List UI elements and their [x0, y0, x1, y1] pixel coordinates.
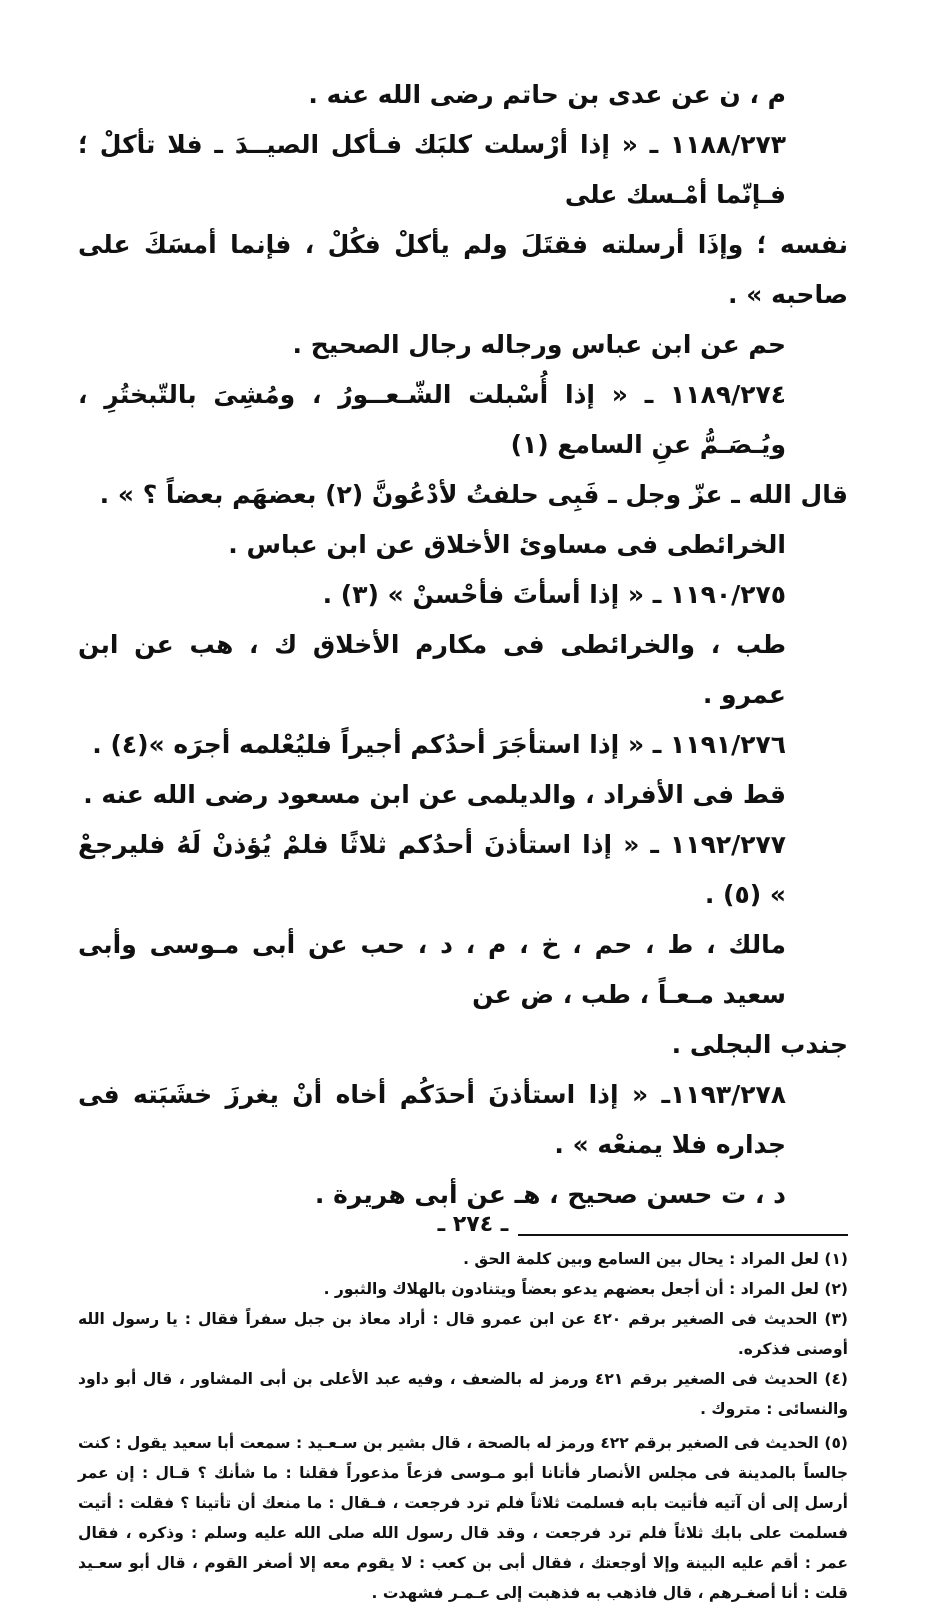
hadith-line: ١١٩٢/٢٧٧ ـ « إذا استأذنَ أحدُكم ثلاثًا فلمْ يُؤذنْ لَهُ فليرجعْ » (٥) .	[78, 830, 786, 909]
hadith-line: ١١٨٨/٢٧٣ ـ « إذا أرْسلت كلبَك فـأكل الصيــدَ ـ فلا تأكلْ ؛ فـإنّما أمْـسك على	[78, 130, 786, 209]
footnote-5: (٥) الحديث فى الصغير برقم ٤٢٢ ورمز له بالصحة ، قال بشير بن سـعـيد : سمعت أبا سعيد يقول : كنت جالساً بالمدينة فى مجلس الأنصار فأتانا أبو مـوسى فزعاً مذعوراً فقلنا : ما شأنك ؟ قـال : إن عمر أرسل إلى أن آتيه فأتيت بابه فسلمت ثلاثاً فلم ترد فرجعت ، فـقال : ما منعك أن تأتينا ؟ فقلت : أتيت فسلمت على بابك ثلاثاً فلم ترد فرجعت ، وقد قال رسول الله صلى الله عليه وسلم : وذكره ، فقال عمر : أقم عليه البينة وإلا أوجعتك ، فقال أبى بن كعب : لا يقوم معه إلا أصغر القوم ، قال أبو سعـيد قلت : أنا أصغـرهم ، قال فاذهب به فذهبت إلى عـمـر فشهدت .	[78, 1434, 848, 1602]
hadith-line: ١١٩١/٢٧٦ ـ « إذا استأجَرَ أحدُكم أجيراً فليُعْلمه أجرَه »(٤) .	[92, 730, 786, 759]
hadith-text-block	[78, 70, 848, 1220]
source-line: قط فى الأفراد ، والديلمى عن ابن مسعود رضى الله عنه .	[83, 780, 786, 809]
source-line: جندب البجلى .	[671, 1030, 848, 1059]
hadith-line: قال الله ـ عزّ وجل ـ فَبِى حلفتُ لأدْعُونَّ (٢) بعضهَم بعضاً ؟ » .	[99, 480, 848, 509]
source-line: الخرائطى فى مساوئ الأخلاق عن ابن عباس .	[228, 530, 786, 559]
footnote-2: (٢) لعل المراد : أن أجعل بعضهم يدعو بعضاً ويتنادون بالهلاك والثبور .	[323, 1280, 848, 1298]
footnote-1: (١) لعل المراد : يحال بين السامع وبين كلمة الحق .	[463, 1250, 848, 1268]
footnote-4: (٤) الحديث فى الصغير برقم ٤٢١ ورمز له بالضعف ، وفيه عبد الأعلى بن أبى المشاور ، قال أبو داود والنسائى : متروك .	[78, 1370, 848, 1418]
hadith-line: ١١٩٣/٢٧٨ـ « إذا استأذنَ أحدَكُم أخاه أنْ يغرزَ خشَبَته فى جداره فلا يمنعْه » .	[78, 1080, 786, 1159]
source-line: م ، ن عن عدى بن حاتم رضى الله عنه .	[308, 80, 786, 109]
footnote-3: (٣) الحديث فى الصغير برقم ٤٢٠ عن ابن عمرو قال : أراد معاذ بن جبل سفراً فقال : يا رسول الله أوصنى فذكره.	[78, 1310, 848, 1358]
source-line: طب ، والخرائطى فى مكارم الأخلاق ك ، هب عن ابن عمرو .	[78, 630, 786, 709]
hadith-line: نفسه ؛ وإذَا أرسلته فقتَلَ ولم يأكلْ فكُلْ ، فإنما أمسَكَ على صاحبه » .	[78, 230, 848, 309]
hadith-line: ١١٩٠/٢٧٥ ـ « إذا أسأتَ فأحْسنْ » (٣) .	[322, 580, 786, 609]
document-page	[78, 70, 848, 1602]
footnotes-block	[78, 1244, 848, 1608]
page-number: ـ ٢٧٤ ـ	[437, 1212, 509, 1237]
source-line: حم عن ابن عباس ورجاله رجال الصحيح .	[292, 330, 786, 359]
source-line: د ، ت حسن صحيح ، هـ عن أبى هريرة .	[314, 1180, 786, 1209]
source-line: مالك ، ط ، حم ، خ ، م ، د ، حب عن أبى مـوسى وأبى سعيد مـعـاً ، طب ، ض عن	[78, 930, 786, 1009]
hadith-line: ١١٨٩/٢٧٤ ـ « إذا أُسْبلت الشّـعــورُ ، ومُشِىَ بالتّبختُرِ ، ويُـصَـمُّ عنِ السامع (١)	[78, 380, 786, 459]
